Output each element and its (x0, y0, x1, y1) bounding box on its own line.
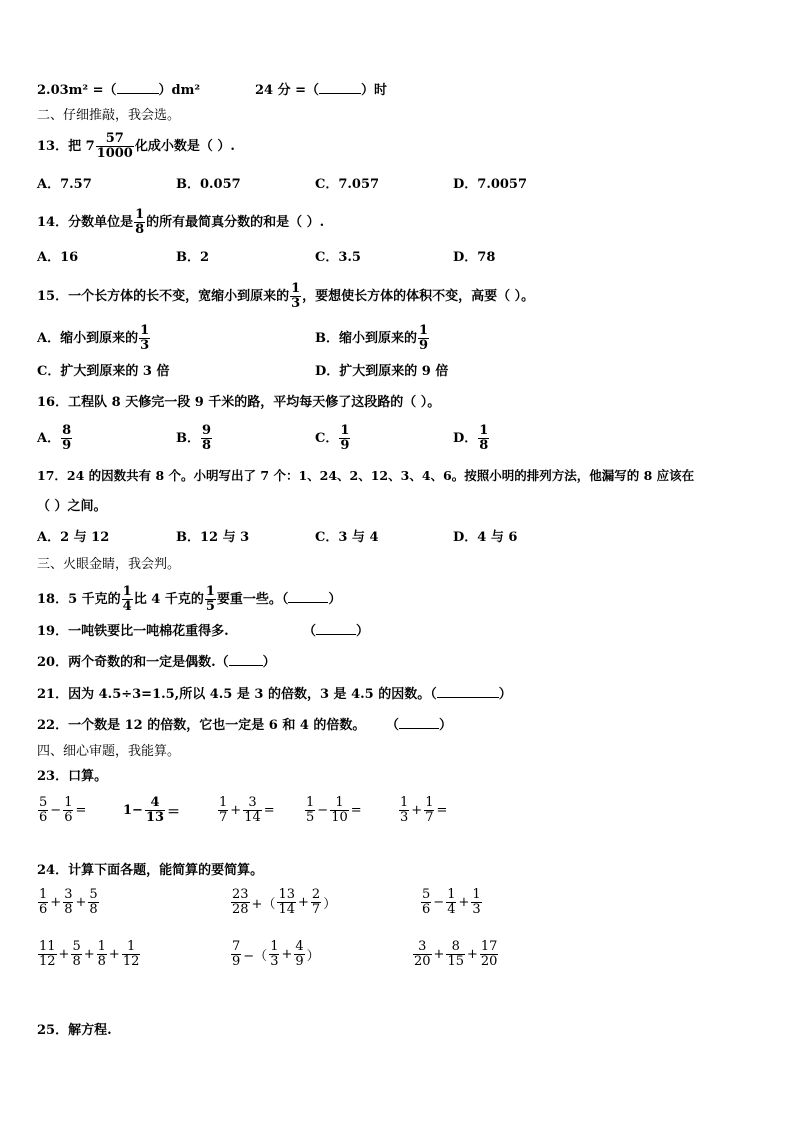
numerator: 4 (295, 939, 304, 954)
q20-text: 20．两个奇数的和一定是偶数.（ (37, 655, 229, 670)
numerator: 1 (122, 584, 132, 599)
operator: + (411, 803, 423, 818)
operator: + (281, 947, 293, 962)
q16-option-b[interactable] (176, 424, 213, 453)
q14-suffix: 的所有最简真分数的和是（ ）. (146, 215, 325, 230)
q23-expression-2 (122, 796, 181, 825)
numerator: 17 (480, 939, 498, 954)
numerator: 1 (97, 939, 106, 954)
fraction (122, 940, 141, 969)
q22-answer (386, 717, 452, 735)
q21-text: 21．因为 4.5÷3=1.5,所以 4.5 是 3 的倍数，3 是 4.5 的因数。（ (37, 687, 437, 702)
question-17: 17．24 的因数共有 8 个。小明写出了 7 个：1、24、2、12、3、4、6。按照小明的排列方法，他漏写的 8 应该在 (37, 468, 695, 483)
numerator: 1 (291, 281, 301, 296)
denominator: 3 (291, 296, 301, 311)
denominator: 4 (122, 599, 132, 614)
denominator: 14 (278, 902, 295, 917)
operator: + (83, 947, 95, 962)
q17-option-c[interactable]: C．3 与 4 (315, 530, 379, 545)
paren-close: ） (439, 718, 453, 733)
q16-option-c[interactable] (315, 424, 351, 453)
denominator: 7 (219, 810, 228, 825)
fraction (201, 424, 212, 453)
denominator: 3 (270, 954, 279, 969)
numerator: 1 (140, 323, 150, 338)
denominator: 8 (89, 902, 98, 917)
q18-suffix: 要重一些。（ (216, 592, 289, 607)
fraction (134, 208, 145, 237)
option-label: A． (37, 431, 61, 446)
denominator: 8 (72, 954, 81, 969)
q23-expression-3 (217, 796, 276, 825)
q14-option-b[interactable]: B．2 (176, 250, 210, 265)
q23-lead: 1− (123, 803, 143, 818)
q15-suffix: ，要想使长方体的体积不变，高要（ ）。 (302, 289, 535, 304)
paren-open: （ (386, 718, 400, 733)
conv-left-text: 2.03m² =（ (37, 83, 117, 98)
numerator: 1 (219, 795, 228, 810)
question-18 (37, 585, 341, 614)
fraction (218, 796, 228, 825)
q14-option-d[interactable]: D．78 (453, 250, 496, 265)
fraction (269, 940, 279, 969)
q16-option-a[interactable] (37, 424, 73, 453)
fraction (413, 940, 432, 969)
paren-close: ） (323, 897, 337, 912)
numerator: 3 (64, 887, 73, 902)
q17-option-b[interactable]: B．12 与 3 (176, 530, 250, 545)
denominator: 6 (39, 902, 48, 917)
operator: + (75, 895, 87, 910)
conv-left-unit: ）dm² (158, 83, 201, 98)
fraction (139, 324, 150, 353)
option-text: B．缩小到原来的 (315, 331, 417, 346)
fraction (71, 940, 81, 969)
numerator: 1 (306, 795, 315, 810)
equals-sign: = (75, 803, 87, 818)
denominator: 8 (97, 954, 106, 969)
fraction (61, 424, 72, 453)
q24-expression-c (420, 888, 483, 917)
fraction (424, 796, 434, 825)
fraction (399, 796, 409, 825)
denominator: 9 (232, 954, 241, 969)
fraction (38, 940, 57, 969)
denominator: 7 (311, 902, 321, 917)
equals-sign: = (436, 803, 448, 818)
numerator: 9 (202, 423, 212, 438)
answer-blank[interactable] (288, 602, 328, 603)
question-19: 19．一吨铁要比一吨棉花重得多. (37, 624, 229, 639)
fraction (145, 796, 165, 825)
denominator: 6 (39, 810, 48, 825)
q19-answer (303, 623, 369, 641)
fraction (330, 796, 349, 825)
answer-blank[interactable] (117, 93, 159, 94)
fraction (63, 888, 73, 917)
numerator: 8 (451, 939, 460, 954)
operator: + (108, 947, 120, 962)
q17-option-d[interactable]: D．4 与 6 (453, 530, 518, 545)
conv-right-text: 24 分 =（ (255, 83, 320, 98)
q24-expression-e (230, 940, 321, 969)
question-17-cont: （ ）之间。 (37, 499, 107, 514)
fraction (88, 888, 98, 917)
denominator: 3 (400, 810, 409, 825)
denominator: 5 (306, 810, 315, 825)
fraction (446, 888, 456, 917)
denominator: 9 (340, 438, 350, 453)
operator: − (50, 803, 62, 818)
q16-option-d[interactable] (453, 424, 490, 453)
q23-expression-4 (304, 796, 363, 825)
question-20 (37, 654, 276, 672)
paren-close: ） (306, 949, 320, 964)
operator: + (58, 947, 70, 962)
numerator: 1 (447, 887, 456, 902)
question-15 (37, 282, 534, 311)
numerator: 13 (278, 887, 295, 902)
fraction (231, 888, 250, 917)
denominator: 12 (39, 954, 56, 969)
section-2-heading: 二、仔细推敲，我会选。 (37, 108, 181, 123)
answer-blank[interactable] (437, 697, 499, 698)
equals-sign: = (263, 803, 275, 818)
denominator: 28 (232, 902, 249, 917)
fraction (122, 585, 133, 614)
fraction (231, 940, 241, 969)
operator: + (50, 895, 62, 910)
numerator: 5 (422, 887, 431, 902)
numerator: 23 (232, 887, 249, 902)
numerator: 1 (335, 795, 344, 810)
q13-option-d[interactable]: D．7.0057 (453, 177, 528, 192)
denominator: 4 (447, 902, 456, 917)
denominator: 20 (414, 954, 431, 969)
q13-suffix: 化成小数是（ ）. (134, 139, 235, 154)
conv-right-unit: ）时 (361, 83, 388, 98)
question-22: 22．一个数是 12 的倍数，它也一定是 6 和 4 的倍数。 (37, 718, 366, 733)
paren-close: ） (328, 592, 342, 607)
fraction (243, 796, 262, 825)
q23-expression-5 (398, 796, 448, 825)
numerator: 1 (419, 323, 429, 338)
denominator: 5 (205, 599, 215, 614)
numerator: 5 (39, 795, 48, 810)
q13-option-a[interactable]: A．7.57 (37, 177, 92, 192)
answer-blank[interactable] (399, 728, 439, 729)
fraction (478, 424, 489, 453)
fraction (418, 324, 429, 353)
q18-middle: 比 4 千克的 (133, 592, 204, 607)
numerator: 1 (270, 939, 279, 954)
fraction (63, 796, 73, 825)
numerator: 1 (39, 887, 48, 902)
q15-option-b[interactable] (315, 324, 430, 353)
numerator: 5 (89, 887, 98, 902)
fraction (339, 424, 350, 453)
q15-option-c[interactable]: C．扩大到原来的 3 倍 (37, 364, 170, 379)
fraction (97, 940, 107, 969)
fraction (480, 940, 499, 969)
operator: −（ (243, 949, 268, 964)
numerator: 8 (62, 423, 72, 438)
q15-option-d[interactable]: D．扩大到原来的 9 倍 (315, 364, 449, 379)
fraction (311, 888, 321, 917)
numerator: 1 (340, 423, 350, 438)
numerator: 1 (425, 795, 434, 810)
q23-expression-1 (37, 796, 87, 825)
numerator: 11 (39, 939, 56, 954)
section-3-heading: 三、火眼金睛，我会判。 (37, 557, 181, 572)
paren-close: ） (262, 655, 276, 670)
numerator: 7 (232, 939, 241, 954)
question-24-title: 24．计算下面各题，能简算的要简算。 (37, 863, 264, 878)
denominator: 10 (331, 810, 348, 825)
operator: + (298, 895, 309, 910)
denominator: 8 (64, 902, 73, 917)
q24-expression-f (412, 940, 499, 969)
paren-open: （ (303, 624, 317, 639)
operator: + (458, 895, 470, 910)
denominator: 15 (447, 954, 464, 969)
denominator: 9 (295, 954, 304, 969)
question-23-title: 23．口算。 (37, 769, 108, 784)
denominator: 20 (480, 954, 498, 969)
operator: − (433, 895, 445, 910)
denominator: 7 (425, 810, 434, 825)
answer-blank[interactable] (319, 93, 361, 94)
numerator: 1 (205, 584, 215, 599)
denominator: 6 (422, 902, 431, 917)
denominator: 9 (62, 438, 72, 453)
numerator: 1 (479, 423, 489, 438)
conversion-line (37, 82, 200, 100)
numerator: 4 (150, 795, 160, 810)
denominator: 3 (140, 338, 150, 353)
operator: +（ (251, 897, 276, 912)
equals-sign: ＝ (167, 805, 181, 820)
q24-expression-b (230, 888, 337, 917)
operator: + (230, 803, 242, 818)
denominator: 13 (145, 810, 165, 825)
fraction (294, 940, 304, 969)
fraction (305, 796, 315, 825)
option-label: B． (176, 431, 200, 446)
numerator: 1 (135, 207, 145, 222)
fraction (38, 796, 48, 825)
numerator: 5 (72, 939, 81, 954)
option-label: C． (315, 431, 339, 446)
denominator: 8 (479, 438, 489, 453)
q13-option-c[interactable]: C．7.057 (315, 177, 380, 192)
q18-prefix: 18．5 千克的 (37, 592, 121, 607)
conversion-line-right (255, 82, 387, 100)
option-text: A．缩小到原来的 (37, 331, 139, 346)
numerator: 57 (105, 131, 124, 146)
fraction (38, 888, 48, 917)
answer-blank[interactable] (229, 665, 263, 666)
equals-sign: = (350, 803, 362, 818)
fraction (277, 888, 296, 917)
option-label: D． (453, 431, 478, 446)
numerator: 2 (311, 887, 321, 902)
question-16: 16．工程队 8 天修完一段 9 千米的路，平均每天修了这段路的（ ）。 (37, 395, 441, 410)
q15-option-a[interactable] (37, 324, 151, 353)
question-25-title: 25．解方程. (37, 1023, 112, 1038)
q13-option-b[interactable]: B．0.057 (176, 177, 241, 192)
fraction (446, 940, 465, 969)
q24-expression-a (37, 888, 100, 917)
numerator: 3 (418, 939, 427, 954)
paren-close: ） (498, 687, 512, 702)
denominator: 6 (64, 810, 73, 825)
q14-option-c[interactable]: C．3.5 (315, 250, 361, 265)
denominator: 8 (135, 222, 145, 237)
fraction (205, 585, 216, 614)
q15-prefix: 15．一个长方体的长不变，宽缩小到原来的 (37, 289, 290, 304)
fraction (471, 888, 481, 917)
question-21 (37, 686, 512, 704)
denominator: 3 (472, 902, 481, 917)
q14-option-a[interactable]: A．16 (37, 250, 79, 265)
question-14 (37, 208, 324, 237)
q14-prefix: 14．分数单位是 (37, 215, 134, 230)
fraction (290, 282, 301, 311)
operator: + (467, 947, 478, 962)
numerator: 1 (472, 887, 481, 902)
section-4-heading: 四、细心审题，我能算。 (37, 744, 181, 759)
numerator: 3 (248, 795, 257, 810)
denominator: 8 (202, 438, 212, 453)
fraction (421, 888, 431, 917)
numerator: 1 (400, 795, 409, 810)
q17-option-a[interactable]: A．2 与 12 (37, 530, 110, 545)
denominator: 9 (419, 338, 429, 353)
paren-close: ） (356, 624, 370, 639)
q13-prefix: 13．把 7 (37, 139, 95, 154)
numerator: 1 (64, 795, 73, 810)
answer-blank[interactable] (316, 634, 356, 635)
operator: − (317, 803, 329, 818)
denominator: 1000 (96, 146, 133, 161)
question-13 (37, 132, 235, 161)
denominator: 12 (122, 954, 140, 969)
q24-expression-d (37, 940, 141, 969)
fraction (96, 132, 134, 161)
denominator: 14 (244, 810, 261, 825)
numerator: 1 (126, 939, 136, 954)
operator: + (433, 947, 445, 962)
